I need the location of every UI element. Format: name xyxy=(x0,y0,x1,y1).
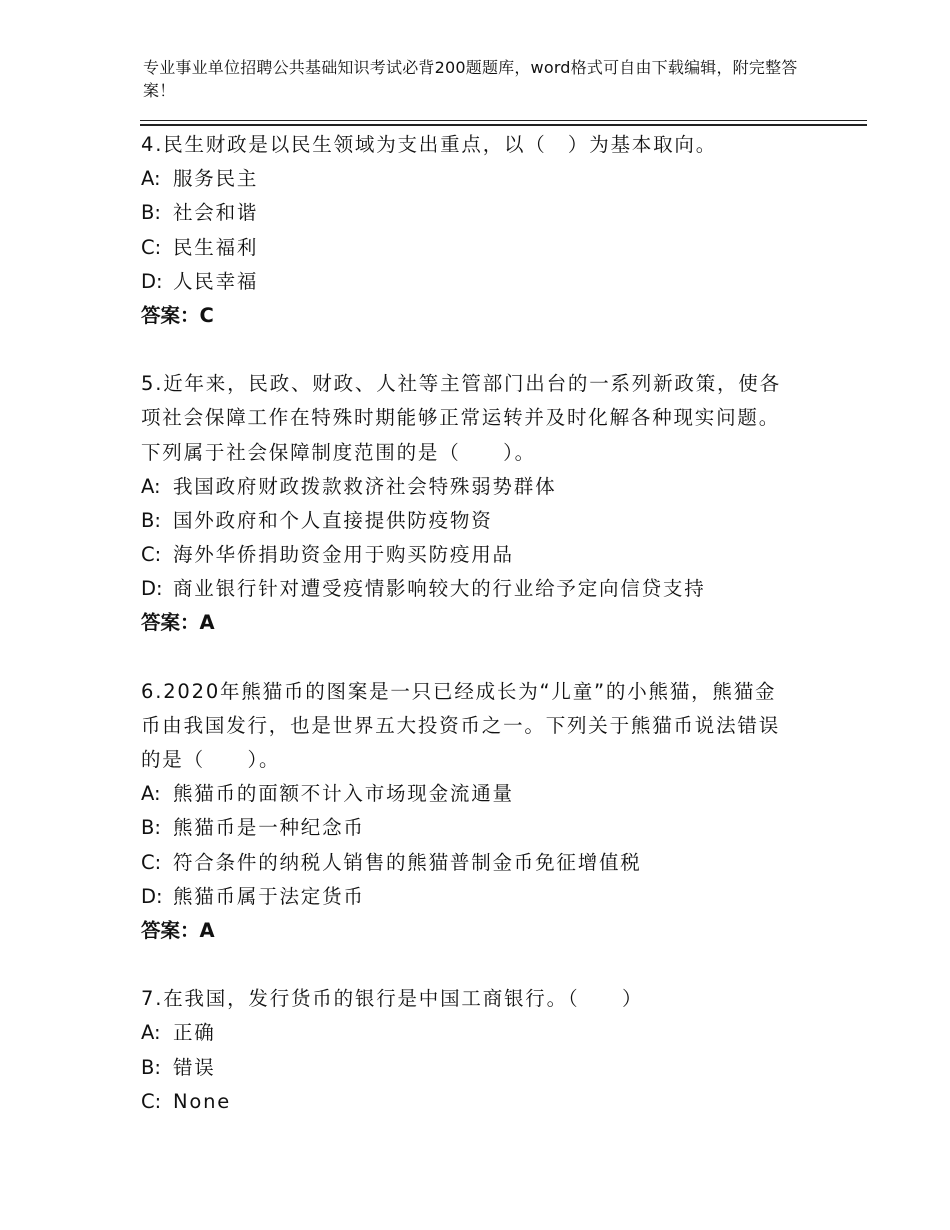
question-stem: 项社会保障工作在特殊时期能够正常运转并及时化解各种现实问题。 xyxy=(141,406,781,430)
question-stem: 6.2020年熊猫币的图案是一只已经成长为“儿童”的小熊猫，熊猫金 xyxy=(141,679,777,703)
option-c xyxy=(141,538,861,572)
option-label: D: xyxy=(141,884,163,908)
option-label: B: xyxy=(141,1055,161,1079)
option-text: 熊猫币的面额不计入市场现金流通量 xyxy=(173,782,514,806)
answer-line: 答案：A xyxy=(141,918,215,942)
option-label: D: xyxy=(141,577,163,601)
question-stem: 4.民生财政是以民生领域为支出重点，以（ ）为基本取向。 xyxy=(141,133,718,156)
answer-line: 答案：A xyxy=(141,611,215,635)
option-b xyxy=(141,196,861,230)
question-block xyxy=(141,675,861,949)
option-text: 人民幸福 xyxy=(173,269,259,293)
option-text: 国外政府和个人直接提供防疫物资 xyxy=(173,508,493,532)
option-b xyxy=(141,811,861,845)
option-a xyxy=(141,162,861,196)
question-stem: 币由我国发行，也是世界五大投资币之一。下列关于熊猫币说法错误 xyxy=(141,713,781,737)
question-block xyxy=(141,367,861,641)
option-label: B: xyxy=(141,201,161,225)
option-label: C: xyxy=(141,235,162,259)
option-a xyxy=(141,1016,861,1050)
option-text: 民生福利 xyxy=(173,235,259,259)
option-text: 熊猫币属于法定货币 xyxy=(173,884,365,908)
option-label: B: xyxy=(141,508,161,532)
option-d xyxy=(141,880,861,914)
question-stem: 下列属于社会保障制度范围的是（ ）。 xyxy=(141,440,536,464)
option-text: 我国政府财政拨款救济社会特殊弱势群体 xyxy=(173,474,557,498)
option-label: A: xyxy=(141,782,161,806)
option-b xyxy=(141,504,861,538)
spacer xyxy=(141,948,861,982)
option-d xyxy=(141,572,861,606)
option-text: 社会和谐 xyxy=(173,201,259,225)
option-text: 符合条件的纳税人销售的熊猫普制金币免征增值税 xyxy=(173,850,642,874)
option-label: C: xyxy=(141,850,162,874)
answer-line: 答案：C xyxy=(141,303,214,327)
document-header: 专业事业单位招聘公共基础知识考试必背200题题库，word格式可自由下载编辑，附完整答案！ xyxy=(143,58,798,100)
question-stem: 5.近年来，民政、财政、人社等主管部门出台的一系列新政策，使各 xyxy=(141,372,781,396)
option-label: B: xyxy=(141,816,161,840)
option-c xyxy=(141,846,861,880)
option-text: 熊猫币是一种纪念币 xyxy=(173,816,365,840)
option-label: C: xyxy=(141,1089,162,1113)
header-rule-thick xyxy=(140,124,867,126)
question-stem: 的是（ ）。 xyxy=(141,748,281,771)
option-text: 商业银行针对遭受疫情影响较大的行业给予定向信贷支持 xyxy=(173,577,706,601)
option-text: 正确 xyxy=(173,1021,216,1045)
option-c xyxy=(141,231,861,265)
spacer xyxy=(141,641,861,675)
question-stem: 7.在我国，发行货币的银行是中国工商银行。（ ） xyxy=(141,987,644,1011)
question-list xyxy=(141,128,861,1119)
question-block xyxy=(141,982,861,1119)
option-label: A: xyxy=(141,167,161,191)
option-d xyxy=(141,265,861,299)
header-rule-thin xyxy=(140,120,867,121)
option-text: 海外华侨捐助资金用于购买防疫用品 xyxy=(173,543,514,567)
option-a xyxy=(141,777,861,811)
question-block xyxy=(141,128,861,333)
option-c xyxy=(141,1085,861,1119)
option-a xyxy=(141,470,861,504)
option-label: A: xyxy=(141,1021,161,1045)
option-label: C: xyxy=(141,543,162,567)
option-text: 服务民主 xyxy=(173,167,259,191)
option-label: A: xyxy=(141,474,161,498)
option-text: None xyxy=(173,1089,232,1113)
option-label: D: xyxy=(141,269,163,293)
option-b xyxy=(141,1051,861,1085)
spacer xyxy=(141,333,861,367)
option-text: 错误 xyxy=(173,1055,216,1079)
